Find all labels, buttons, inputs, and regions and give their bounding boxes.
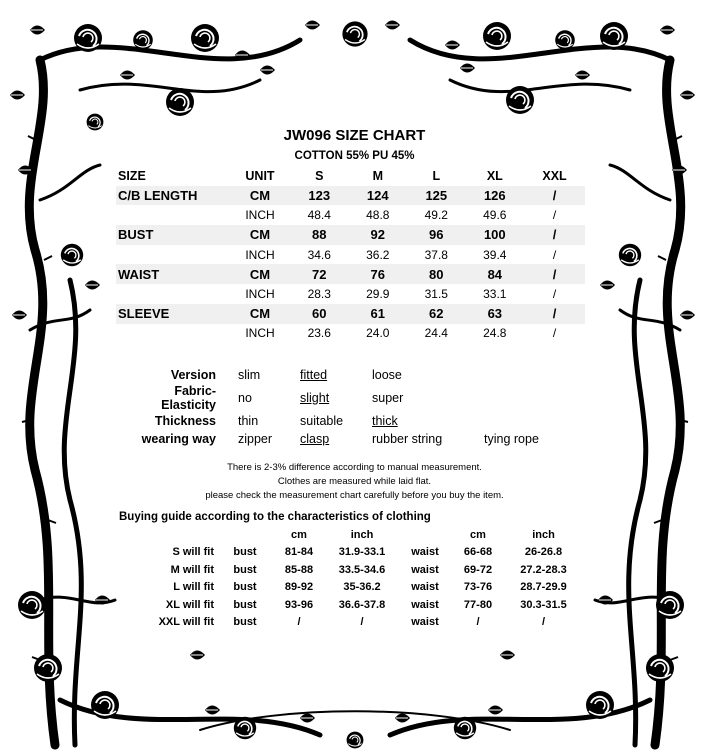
table-row — [130, 544, 585, 562]
option-selected: clasp — [300, 432, 330, 446]
cell: / — [524, 304, 585, 324]
size-table — [116, 166, 585, 343]
row-label — [116, 324, 230, 344]
cell: 26-26.8 — [524, 546, 563, 559]
guide-measure: bust — [233, 598, 257, 611]
buying-guide-title: Buying guide according to the characteristics of clothing — [119, 511, 431, 523]
page-title: JW096 SIZE CHART — [283, 127, 426, 144]
guide-header-cm: cm — [470, 528, 486, 541]
table-row — [116, 304, 585, 324]
row-unit: INCH — [245, 208, 275, 223]
guide-size: M will fit — [170, 563, 214, 576]
cell: / — [552, 247, 557, 262]
cell: 33.5-34.6 — [338, 563, 386, 576]
guide-measure: waist — [411, 598, 439, 611]
cell: 66-68 — [463, 546, 493, 559]
option-selected: fitted — [300, 368, 328, 382]
row-label — [116, 205, 230, 225]
guide-size: XL will fit — [165, 598, 214, 611]
cell: 28.3 — [307, 286, 331, 301]
cell: 88 — [290, 225, 349, 245]
option: slim — [238, 368, 261, 382]
row-unit: CM — [230, 186, 290, 206]
cell: 85-88 — [284, 563, 314, 576]
note-line: Clothes are measured while laid flat. — [277, 476, 432, 487]
table-row — [116, 186, 585, 206]
guide-measure: waist — [411, 563, 439, 576]
cell: 73-76 — [463, 581, 493, 594]
characteristic-row-elasticity — [120, 384, 570, 412]
cell: 31.9-33.1 — [338, 546, 386, 559]
option: zipper — [238, 432, 273, 446]
table-row — [130, 561, 585, 579]
cell: 28.7-29.9 — [520, 581, 567, 594]
option: rubber string — [372, 432, 443, 446]
cell: 48.8 — [366, 208, 390, 223]
guide-size: L will fit — [173, 581, 214, 594]
cell: 36.6-37.8 — [338, 598, 386, 611]
cell: 62 — [407, 304, 466, 324]
guide-header-inch: inch — [532, 528, 555, 541]
guide-header — [130, 526, 585, 544]
cell: 37.8 — [424, 247, 448, 262]
cell: 93-96 — [284, 598, 314, 611]
cell: / — [552, 326, 557, 341]
cell: / — [552, 286, 557, 301]
cell: 36.2 — [366, 247, 390, 262]
row-label — [116, 245, 230, 265]
cell: 92 — [349, 225, 408, 245]
cell: 80 — [407, 264, 466, 284]
option: thin — [238, 414, 259, 428]
cell: 49.6 — [483, 208, 507, 223]
cell: 34.6 — [307, 247, 331, 262]
option: no — [238, 391, 252, 405]
cell: 49.2 — [424, 208, 448, 223]
cell: 84 — [466, 264, 525, 284]
cell: / — [297, 616, 301, 629]
row-label: BUST — [116, 225, 230, 245]
cell: 89-92 — [284, 581, 314, 594]
characteristic-row-wearing-way — [120, 430, 570, 448]
cell: 33.1 — [483, 286, 507, 301]
characteristic-label: wearing way — [141, 432, 216, 446]
row-unit: CM — [230, 225, 290, 245]
guide-measure: bust — [233, 563, 257, 576]
header-unit: UNIT — [245, 168, 275, 183]
cell: / — [541, 616, 546, 629]
row-label — [116, 284, 230, 304]
row-unit: INCH — [245, 247, 275, 262]
cell: 69-72 — [463, 563, 493, 576]
characteristic-row-version — [120, 366, 570, 384]
table-row — [116, 245, 585, 265]
guide-size: S will fit — [172, 546, 214, 559]
header-xxl: XXL — [542, 168, 567, 183]
cell: / — [552, 208, 557, 223]
header-size: SIZE — [118, 168, 146, 183]
guide-measure: waist — [411, 616, 439, 629]
guide-header-cm: cm — [291, 528, 307, 541]
table-row — [116, 205, 585, 225]
cell: 24.8 — [483, 326, 507, 341]
option: loose — [372, 368, 402, 382]
cell: 125 — [407, 186, 466, 206]
guide-measure: bust — [233, 616, 257, 629]
cell: 100 — [466, 225, 525, 245]
row-label: WAIST — [116, 264, 230, 284]
characteristic-label: Fabric-Elasticity — [161, 384, 216, 412]
cell: 72 — [290, 264, 349, 284]
cell: 60 — [290, 304, 349, 324]
header-l: L — [432, 168, 441, 183]
table-row — [130, 596, 585, 614]
cell: 96 — [407, 225, 466, 245]
table-row — [116, 225, 585, 245]
cell: 39.4 — [483, 247, 507, 262]
table-row — [130, 579, 585, 597]
cell: 63 — [466, 304, 525, 324]
row-unit: CM — [230, 264, 290, 284]
cell: 24.0 — [366, 326, 390, 341]
guide-measure: waist — [411, 581, 439, 594]
guide-header-inch: inch — [350, 528, 374, 541]
material-composition: COTTON 55% PU 45% — [294, 150, 415, 162]
row-label: SLEEVE — [116, 304, 230, 324]
guide-size: XXL will fit — [158, 616, 214, 629]
cell: / — [524, 225, 585, 245]
cell: / — [476, 616, 480, 629]
guide-measure: bust — [233, 581, 257, 594]
table-row — [116, 264, 585, 284]
table-row — [116, 284, 585, 304]
cell: 124 — [349, 186, 408, 206]
row-unit: INCH — [245, 286, 275, 301]
cell: 27.2-28.3 — [520, 563, 567, 576]
guide-measure: bust — [233, 546, 257, 559]
cell: 24.4 — [424, 326, 448, 341]
row-unit: CM — [230, 304, 290, 324]
characteristic-label: Version — [170, 368, 216, 382]
cell: 61 — [349, 304, 408, 324]
cell: 30.3-31.5 — [520, 598, 567, 611]
option-selected: slight — [300, 391, 330, 405]
header-m: M — [372, 168, 383, 183]
cell: / — [524, 264, 585, 284]
cell: / — [524, 186, 585, 206]
header-s: S — [315, 168, 324, 183]
cell: 126 — [466, 186, 525, 206]
cell: 123 — [290, 186, 349, 206]
guide-measure: waist — [411, 546, 439, 559]
option: suitable — [300, 414, 344, 428]
characteristic-label: Thickness — [154, 414, 216, 428]
note-line: please check the measurement chart carefully before you buy the item. — [205, 490, 504, 501]
cell: 23.6 — [307, 326, 331, 341]
size-table-header — [116, 166, 585, 186]
cell: 31.5 — [424, 286, 448, 301]
row-label: C/B LENGTH — [116, 186, 230, 206]
cell: 29.9 — [366, 286, 390, 301]
cell: 35-36.2 — [343, 581, 381, 594]
cell: 77-80 — [463, 598, 493, 611]
cell: 76 — [349, 264, 408, 284]
characteristics-table — [120, 366, 570, 448]
option: super — [372, 391, 404, 405]
table-row — [116, 324, 585, 344]
option-selected: thick — [372, 414, 398, 428]
table-row — [130, 614, 585, 632]
cell: 48.4 — [307, 208, 331, 223]
cell: / — [360, 616, 364, 629]
characteristic-row-thickness — [120, 412, 570, 430]
row-unit: INCH — [245, 326, 275, 341]
note-line: There is 2-3% difference according to manual measurement. — [227, 462, 482, 473]
cell: 81-84 — [284, 546, 314, 559]
buying-guide-table — [130, 526, 585, 631]
option: tying rope — [484, 432, 539, 446]
header-xl: XL — [486, 168, 503, 183]
